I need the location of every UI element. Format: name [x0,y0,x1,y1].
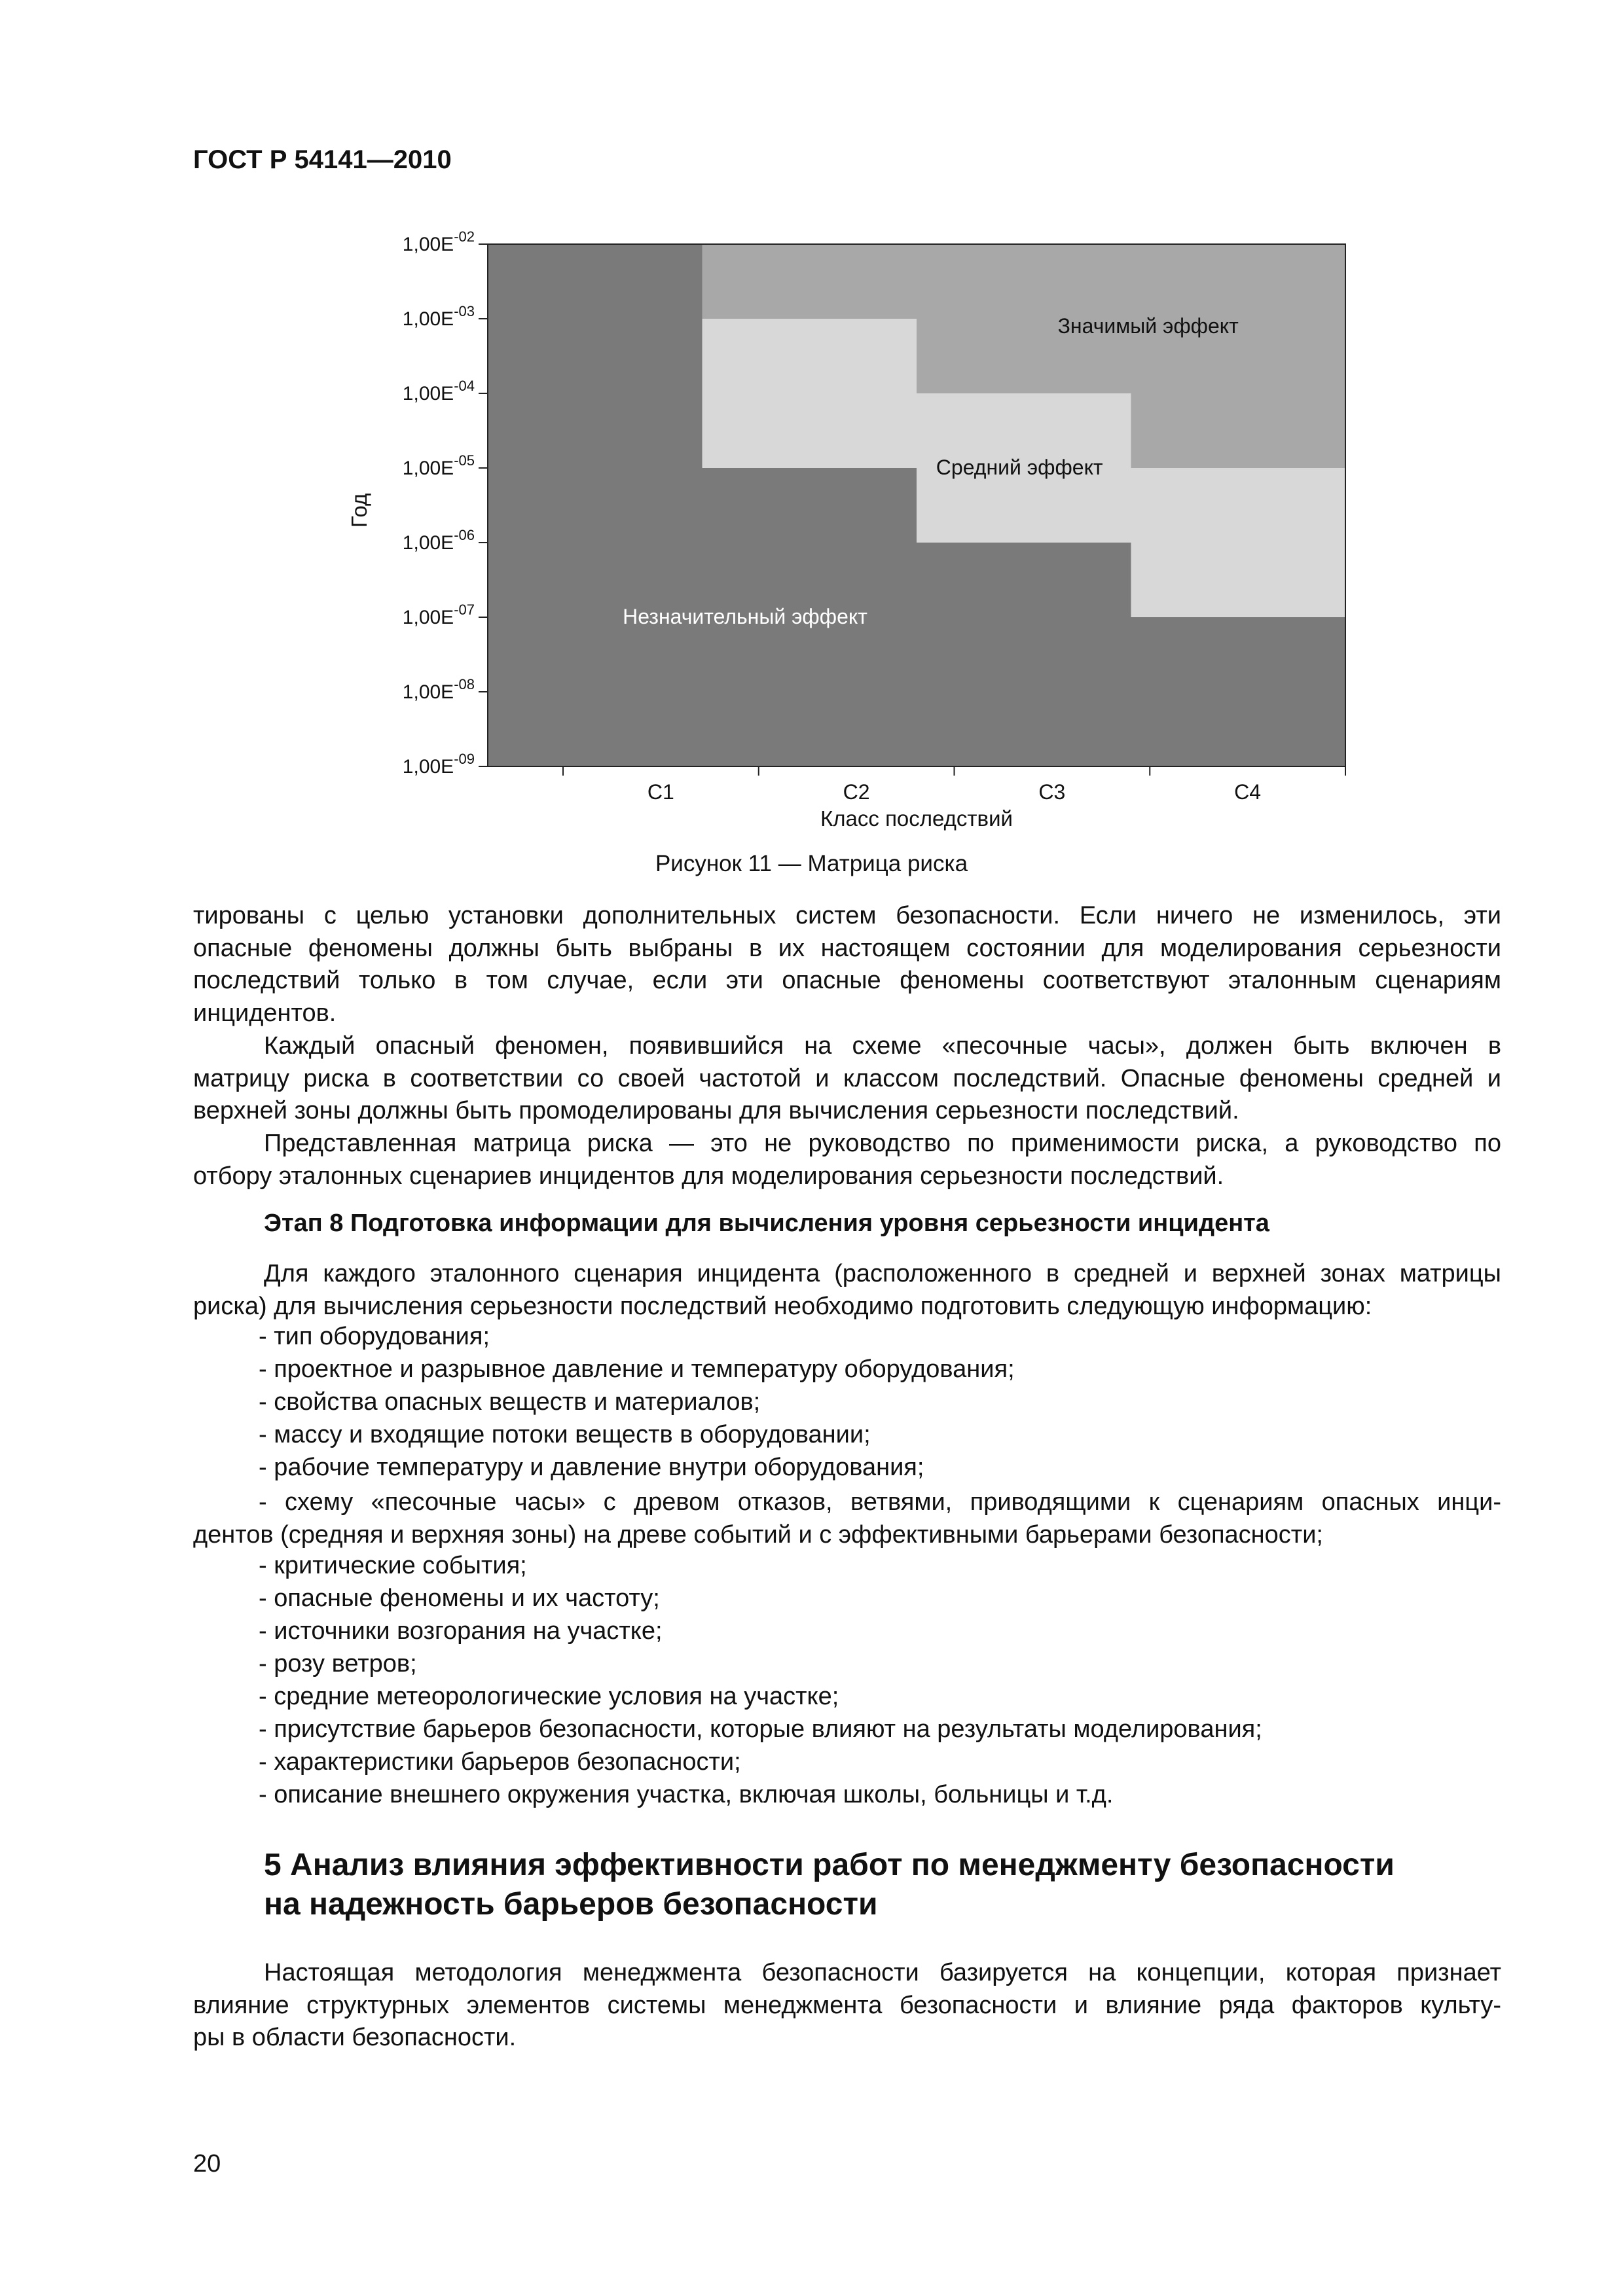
list-item: - критические события; [259,1552,527,1579]
list-item: - массу и входящие потоки веществ в оборудовании; [259,1421,871,1448]
list-item: - характеристики барьеров безопасности; [259,1748,741,1776]
text-line: дентов (средняя и верхняя зоны) на древе событий и с эффективными барьерами безопасности; [193,1520,1323,1549]
zone-label-medium: Средний эффект [936,456,1103,479]
y-tick-label: $1,00E^{-05}$ [402,452,475,479]
y-tick-label: $1,00E^{-04}$ [402,378,475,404]
text-line: Представленная матрица риска — это не руководство по применимости риска, а руководство по [264,1130,1501,1157]
zone-medium-cell [1131,468,1346,617]
x-tick-label: C4 [1234,780,1262,804]
document-code-header: ГОСТ Р 54141—2010 [193,145,452,174]
paragraph-hourglass [193,1030,1501,1128]
list-item: - средние метеорологические условия на участке; [259,1683,839,1710]
figure-caption: Рисунок 11 — Матрица риска [655,851,968,876]
heading-line: 5 Анализ влияния эффективности работ по менеджменту безопасности [264,1848,1395,1882]
x-tick-label: C2 [843,780,870,804]
y-axis [403,228,488,778]
zone-significant-cell [1131,244,1346,468]
heading-line: на надежность барьеров безопасности [264,1887,878,1922]
risk-matrix-chart [327,223,1362,844]
text-line: Настоящая методология менеджмента безопасности базируется на концепции, которая признает [264,1959,1501,1986]
list-item: - присутствие барьеров безопасности, которые влияют на результаты моделирования; [259,1715,1262,1743]
text-line: верхней зоны должны быть промоделированы для вычисления серьезности последствий. [193,1097,1239,1124]
paragraph-methodology [193,1957,1501,2054]
list-item: - тип оборудования; [259,1323,490,1350]
text-line: ры в области безопасности. [193,2024,517,2051]
text-line: последствий только в том случае, если эти опасные феномены соответствуют эталонным сценариям [193,967,1501,994]
list-item: - опасные феномены и их частоту; [259,1585,660,1612]
y-tick-label: $1,00E^{-06}$ [402,527,475,554]
text-line: - схему «песочные часы» с древом отказов, ветвями, приводящими к сценариям опасных инци- [259,1488,1501,1516]
paragraph-info-intro [193,1258,1501,1323]
list-item: - рабочие температуру и давление внутри оборудования; [259,1454,924,1481]
list-item: - источники возгорания на участке; [259,1617,663,1645]
y-tick-label: $1,00E^{-09}$ [402,751,475,778]
y-tick-label: $1,00E^{-07}$ [402,601,475,628]
text-line: инцидентов. [193,999,337,1027]
list-item: - свойства опасных веществ и материалов; [259,1388,761,1416]
text-line: влияние структурных элементов системы менеджмента безопасности и влияние ряда факторов культу- [193,1991,1501,2019]
paragraph-continued [193,900,1501,1030]
paragraph-risk-matrix [193,1128,1501,1193]
x-axis-label: Класс последствий [820,806,1013,831]
section5-heading [264,1846,1395,1924]
page-number: 20 [193,2150,221,2178]
y-axis-label: Год [347,493,371,528]
list-item-hourglass [193,1486,1501,1551]
text-line: матрицу риска в соответствии со своей частотой и классом последствий. Опасные феномены средней и [193,1064,1501,1092]
text-line: тированы с целью установки дополнительных систем безопасности. Если ничего не изменилось, эти [193,902,1501,929]
zone-label-negligible: Незначительный эффект [623,605,867,628]
x-tick-label: C3 [1038,780,1066,804]
zone-label-significant: Значимый эффект [1057,314,1239,338]
y-tick-label: $1,00E^{-08}$ [402,676,475,703]
x-tick-label: C1 [647,780,674,804]
step8-heading: Этап 8 Подготовка информации для вычисления уровня серьезности инцидента [264,1210,1269,1237]
y-tick-label: $1,00E^{-02}$ [402,228,475,255]
text-line: опасные феномены должны быть выбраны в их настоящем состоянии для моделирования серьезности [193,934,1501,962]
list-item: - описание внешнего окружения участка, включая школы, больницы и т.д. [259,1781,1114,1808]
x-axis [563,766,1345,804]
text-line: риска) для вычисления серьезности последствий необходимо подготовить следующую информацию: [193,1292,1372,1320]
zone-significant-cell [702,244,917,319]
list-item: - розу ветров; [259,1650,417,1677]
list-item: - проектное и разрывное давление и температуру оборудования; [259,1355,1015,1383]
zone-medium-cell [702,319,917,468]
text-line: Для каждого эталонного сценария инцидента (расположенного в средней и верхней зонах матрицы [264,1260,1501,1287]
y-tick-label: $1,00E^{-03}$ [402,303,475,330]
text-line: Каждый опасный феномен, появившийся на схеме «песочные часы», должен быть включен в [264,1032,1501,1060]
text-line: отбору эталонных сценариев инцидентов для моделирования серьезности последствий. [193,1162,1224,1190]
